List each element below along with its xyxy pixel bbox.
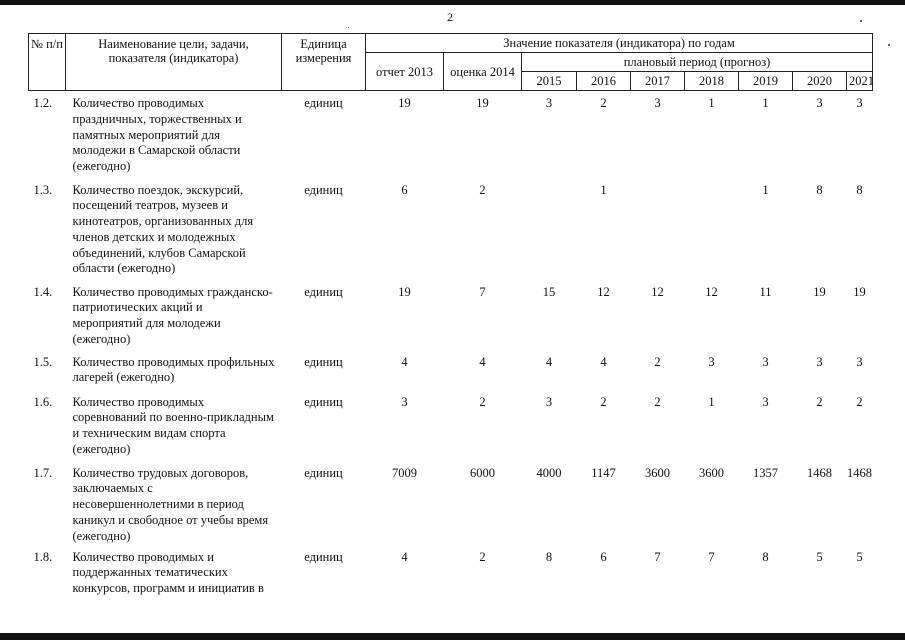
indicators-table bbox=[28, 33, 873, 602]
row-number: 1.2. bbox=[33, 96, 53, 110]
indicator-name: Количество проводимых и поддержанных тематических конкурсов, программ и инициатив в bbox=[72, 549, 264, 596]
table-row bbox=[29, 91, 873, 183]
value-2013: 19 bbox=[398, 96, 411, 110]
header-values-by-year: Значение показателя (индикатора) по годам bbox=[366, 34, 873, 53]
value-2013: 3 bbox=[401, 394, 408, 409]
value-2017: 2 bbox=[654, 394, 661, 409]
value-2013: 6 bbox=[401, 182, 408, 197]
table-row bbox=[29, 183, 873, 285]
row-number: 1.5. bbox=[33, 354, 53, 369]
value-2019: 8 bbox=[762, 549, 769, 564]
value-2015: 15 bbox=[542, 284, 556, 299]
unit-cell: единиц bbox=[304, 96, 343, 110]
value-2020: 3 bbox=[816, 96, 823, 110]
header-year: 2017 bbox=[631, 72, 685, 91]
value-2014: 6000 bbox=[470, 465, 495, 480]
value-2018 bbox=[685, 183, 739, 285]
value-2014: 19 bbox=[476, 96, 489, 110]
header-report-2013: отчет 2013 bbox=[366, 53, 444, 91]
value-2017 bbox=[631, 183, 685, 285]
value-2016: 1 bbox=[600, 182, 607, 197]
table-row bbox=[29, 550, 873, 602]
unit-cell: единиц bbox=[304, 549, 343, 564]
value-2020: 3 bbox=[816, 354, 823, 369]
indicator-name: Количество проводимых соревнований по военно-прикладным и техническим видам спорта (ежегодно) bbox=[72, 394, 274, 456]
value-2013: 4 bbox=[401, 354, 408, 369]
value-2014: 7 bbox=[479, 284, 486, 299]
value-2019: 1357 bbox=[753, 465, 778, 480]
value-2015: 4 bbox=[545, 354, 553, 369]
row-number: 1.3. bbox=[33, 182, 53, 197]
unit-cell: единиц bbox=[304, 284, 343, 299]
unit-cell: единиц bbox=[304, 394, 343, 409]
value-2020: 2 bbox=[816, 394, 823, 409]
row-number: 1.8. bbox=[33, 549, 53, 564]
header-year: 2015 bbox=[522, 72, 577, 91]
value-2018: 1 bbox=[708, 394, 715, 409]
value-2014: 2 bbox=[479, 549, 486, 564]
header-year: 2016 bbox=[577, 72, 631, 91]
value-2019: 11 bbox=[759, 284, 772, 299]
value-2018: 1 bbox=[708, 96, 715, 110]
scan-speck bbox=[348, 27, 349, 28]
header-unit: Единица измерения bbox=[282, 34, 366, 91]
header-year: 2018 bbox=[685, 72, 739, 91]
value-2017: 7 bbox=[654, 549, 661, 564]
value-2016: 2 bbox=[600, 394, 607, 409]
value-2015 bbox=[522, 183, 577, 285]
value-2017: 12 bbox=[651, 284, 664, 299]
row-number: 1.4. bbox=[33, 284, 53, 299]
indicator-name: Количество поездок, экскурсий, посещений театров, музеев и кинотеатров, организованных для членов детских и молодежных объединений, клубов Самарской области (ежегодно) bbox=[72, 182, 254, 276]
table-header bbox=[29, 34, 873, 91]
scan-speck bbox=[888, 44, 890, 46]
page-number: 2 bbox=[447, 10, 453, 24]
table-body bbox=[29, 91, 873, 602]
indicator-name: Количество проводимых гражданско-патриотических акций и мероприятий для молодежи (ежегодно) bbox=[72, 284, 273, 346]
value-2021: 2 bbox=[856, 394, 863, 409]
value-2013: 19 bbox=[398, 284, 411, 299]
value-2017: 3600 bbox=[645, 465, 670, 480]
value-2021: 1468 bbox=[847, 465, 873, 480]
header-year: 2019 bbox=[739, 72, 793, 91]
value-2016: 6 bbox=[600, 549, 607, 564]
value-2016: 4 bbox=[600, 354, 607, 369]
header-estimate-2014: оценка 2014 bbox=[444, 53, 522, 91]
value-2021: 8 bbox=[856, 182, 863, 197]
value-2019: 3 bbox=[762, 354, 769, 369]
scan-bottom-border bbox=[0, 633, 905, 640]
value-2014: 4 bbox=[479, 354, 486, 369]
value-2020: 5 bbox=[816, 549, 823, 564]
value-2015: 3 bbox=[545, 394, 553, 409]
unit-cell: единиц bbox=[304, 354, 343, 369]
value-2014: 2 bbox=[479, 182, 486, 197]
value-2018: 12 bbox=[705, 284, 718, 299]
table-row bbox=[29, 355, 873, 395]
value-2017: 2 bbox=[654, 354, 661, 369]
unit-cell: единиц bbox=[304, 182, 343, 197]
value-2015: 8 bbox=[545, 549, 553, 564]
indicator-name: Количество трудовых договоров, заключаемых с несовершеннолетними в период каникул и свободное от учебы время (ежегодно) bbox=[72, 465, 269, 543]
value-2016: 2 bbox=[600, 96, 607, 110]
value-2020: 8 bbox=[816, 182, 823, 197]
value-2014: 2 bbox=[479, 394, 486, 409]
value-2016: 12 bbox=[597, 284, 610, 299]
scan-top-border bbox=[0, 0, 905, 5]
header-name: Наименование цели, задачи, показателя (индикатора) bbox=[66, 34, 282, 91]
table-row bbox=[29, 285, 873, 355]
value-2020: 19 bbox=[813, 284, 826, 299]
indicator-name: Количество проводимых праздничных, торжественных и памятных мероприятий для молодежи в Самарской области (ежегодно) bbox=[72, 96, 242, 174]
indicator-name: Количество проводимых профильных лагерей (ежегодно) bbox=[72, 354, 275, 385]
value-2021: 19 bbox=[853, 284, 866, 299]
scan-speck bbox=[860, 20, 862, 22]
header-planned-period: плановый период (прогноз) bbox=[522, 53, 873, 72]
value-2017: 3 bbox=[654, 96, 661, 110]
value-2021: 3 bbox=[856, 354, 863, 369]
value-2013: 7009 bbox=[392, 465, 417, 480]
table-row bbox=[29, 466, 873, 550]
header-year: 2020 bbox=[793, 72, 847, 91]
value-2013: 4 bbox=[401, 549, 408, 564]
row-number: 1.7. bbox=[33, 465, 53, 480]
value-2021: 3 bbox=[856, 96, 863, 110]
header-year: 2021 bbox=[847, 72, 873, 91]
value-2019: 3 bbox=[762, 394, 769, 409]
header-num: № п/п bbox=[29, 34, 66, 91]
table-row bbox=[29, 395, 873, 466]
value-2021: 5 bbox=[856, 549, 863, 564]
value-2018: 3600 bbox=[699, 465, 724, 480]
value-2015: 4000 bbox=[536, 465, 562, 480]
unit-cell: единиц bbox=[304, 465, 343, 480]
value-2019: 1 bbox=[762, 96, 769, 110]
row-number: 1.6. bbox=[33, 394, 53, 409]
value-2019: 1 bbox=[762, 182, 769, 197]
value-2020: 1468 bbox=[807, 465, 832, 480]
value-2015: 3 bbox=[545, 96, 553, 110]
value-2018: 7 bbox=[708, 549, 715, 564]
value-2018: 3 bbox=[708, 354, 715, 369]
value-2016: 1147 bbox=[591, 465, 616, 480]
